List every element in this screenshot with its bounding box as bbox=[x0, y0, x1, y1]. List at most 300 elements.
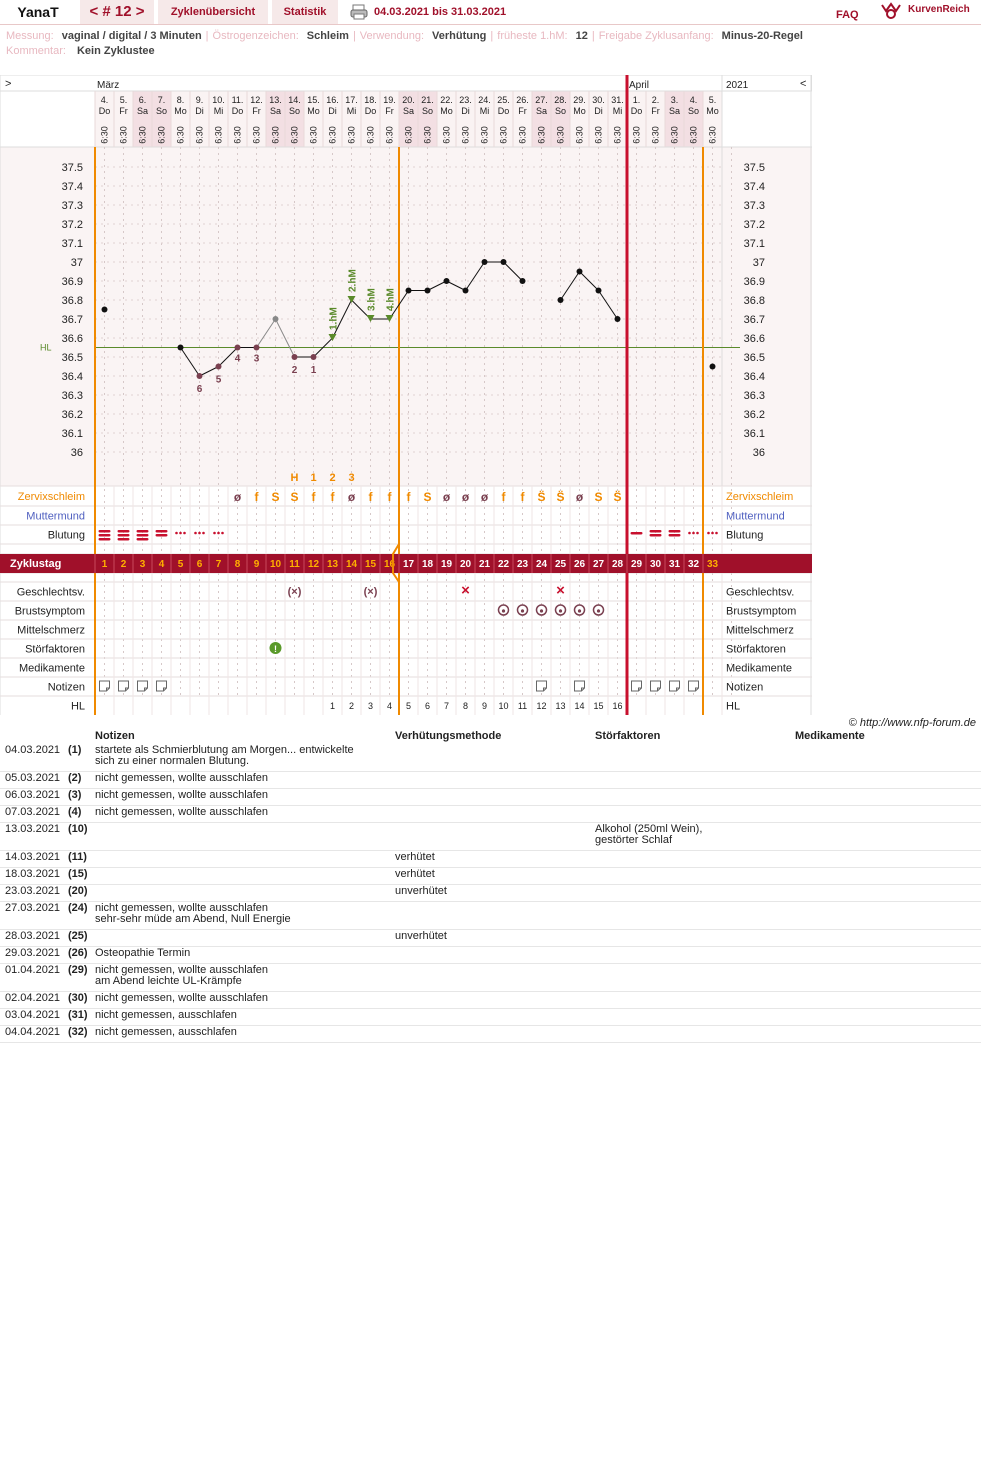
temp-point bbox=[406, 288, 412, 294]
y-tick-label-right: 36.1 bbox=[743, 428, 765, 440]
y-tick-label-right: 36.6 bbox=[743, 333, 765, 345]
row-label-brust: Brustsymptom bbox=[14, 605, 85, 618]
weekday-label: So bbox=[687, 106, 700, 116]
hl-count: 2 bbox=[348, 701, 355, 711]
time-label: 6:30 bbox=[422, 126, 433, 144]
cycle-day-number: 17 bbox=[402, 559, 415, 570]
row-label-right-stoer: Störfaktoren bbox=[726, 643, 786, 656]
y-tick-label-left: 36.2 bbox=[61, 409, 83, 421]
date-label: 20. bbox=[402, 95, 415, 105]
weekday-label: Fr bbox=[252, 106, 261, 116]
temp-point bbox=[520, 278, 526, 284]
row-label-right-med: Medikamente bbox=[726, 662, 793, 675]
meta-key: Freigabe Zyklusanfang: bbox=[598, 30, 714, 42]
zervix-symbol: ø bbox=[480, 490, 489, 504]
row-label-med: Medikamente bbox=[18, 662, 85, 675]
date-label: 8. bbox=[176, 95, 185, 105]
y-tick-label-right: 36.4 bbox=[743, 371, 765, 383]
zervix-symbol: f bbox=[520, 490, 525, 504]
weekday-label: So bbox=[155, 106, 168, 116]
note-icon bbox=[119, 681, 129, 691]
time-label: 6:30 bbox=[593, 126, 604, 144]
date-label: 24. bbox=[478, 95, 491, 105]
date-label: 3. bbox=[670, 95, 679, 105]
note-row bbox=[0, 850, 981, 868]
zervix-symbol: f bbox=[501, 490, 506, 504]
hl-count: 3 bbox=[367, 701, 374, 711]
row-label-stoer: Störfaktoren bbox=[25, 643, 85, 656]
time-label: 6:30 bbox=[574, 126, 585, 144]
row-label-right-zervix: Zervixschleim bbox=[726, 491, 794, 503]
note-text: startete als Schmierblutung am Morgen... entwickelte sich zu einer normalen Blutung. bbox=[95, 744, 354, 767]
temp-point bbox=[254, 345, 260, 351]
note-cycle-day: (26) bbox=[68, 947, 88, 959]
row-label-right-muttermund: Muttermund bbox=[726, 510, 785, 523]
date-label: 9. bbox=[195, 95, 204, 105]
zervix-symbol: f bbox=[368, 490, 373, 504]
row-label-blutung: Blutung bbox=[47, 529, 85, 542]
time-label: 6:30 bbox=[441, 126, 452, 144]
weekday-label: Fr bbox=[385, 106, 394, 116]
weekday-label: Sa bbox=[402, 106, 415, 116]
cycle-day-number: 1 bbox=[101, 559, 108, 570]
cycle-day-number: 32 bbox=[687, 559, 700, 570]
hl-count: 6 bbox=[424, 701, 431, 711]
cycle-day-number: 10 bbox=[269, 559, 282, 570]
bleeding-dot bbox=[194, 532, 197, 535]
weekday-label: Di bbox=[461, 106, 470, 116]
note-cycle-day: (4) bbox=[68, 806, 82, 818]
lower-measurement-label: 3 bbox=[253, 353, 260, 365]
y-tick-label-left: 36.9 bbox=[61, 276, 83, 288]
y-tick-label-left: 36.4 bbox=[61, 371, 83, 383]
note-text: nicht gemessen, wollte ausschlafen bbox=[95, 789, 269, 801]
bleeding-dot bbox=[715, 532, 718, 535]
note-method: verhütet bbox=[395, 868, 435, 880]
lower-measurement-label: 2 bbox=[291, 365, 298, 376]
note-row bbox=[0, 771, 981, 789]
date-label: 27. bbox=[535, 95, 548, 105]
time-label: 6:30 bbox=[707, 126, 718, 144]
y-tick-label-left: 37.2 bbox=[61, 219, 83, 231]
cycle-day-number: 2 bbox=[120, 559, 127, 570]
notes-header-notizen: Notizen bbox=[95, 730, 135, 742]
temp-point bbox=[482, 259, 488, 265]
cycle-day-number: 24 bbox=[535, 559, 548, 570]
weekday-label: Do bbox=[497, 106, 510, 116]
lower-measurement-label: 1 bbox=[310, 365, 317, 376]
note-date: 27.03.2021 bbox=[5, 902, 61, 914]
note-icon bbox=[157, 681, 167, 691]
date-label: 31. bbox=[611, 95, 624, 105]
header-left-bg bbox=[0, 91, 95, 147]
date-label: 21. bbox=[421, 95, 434, 105]
month-label: April bbox=[629, 80, 650, 91]
cycle-meta-line2 bbox=[6, 45, 155, 57]
row-label-right-notizen: Notizen bbox=[726, 681, 764, 694]
date-label: 1. bbox=[632, 95, 641, 105]
note-cycle-day: (3) bbox=[68, 789, 82, 801]
time-label: 6:30 bbox=[555, 126, 566, 144]
bleeding-mark bbox=[137, 530, 149, 533]
bleeding-mark bbox=[156, 530, 168, 533]
note-text: Osteopathie Termin bbox=[95, 947, 191, 959]
weekday-label: Di bbox=[594, 106, 603, 116]
note-text: nicht gemessen, wollte ausschlafen bbox=[95, 806, 269, 818]
y-tick-label-right: 36.5 bbox=[743, 352, 765, 364]
comment-key: Kommentar: bbox=[6, 45, 66, 57]
note-row bbox=[0, 901, 981, 930]
date-label: 11. bbox=[231, 95, 244, 105]
note-cycle-day: (32) bbox=[68, 1026, 88, 1038]
tab-statistik[interactable]: Statistik bbox=[272, 0, 338, 24]
temp-point bbox=[596, 288, 602, 294]
breast-symptom-icon bbox=[521, 609, 524, 612]
time-label: 6:30 bbox=[308, 126, 319, 144]
y-tick-label-left: 37.4 bbox=[61, 181, 83, 193]
note-date: 02.04.2021 bbox=[5, 992, 61, 1004]
zervix-symbol: ø bbox=[575, 490, 584, 504]
peak-count-label: 1 bbox=[310, 472, 317, 484]
bleeding-mark bbox=[669, 530, 681, 533]
date-label: 2. bbox=[651, 95, 660, 105]
meta-separator: | bbox=[352, 30, 356, 42]
cycle-day-number: 30 bbox=[649, 559, 662, 570]
temp-point bbox=[235, 345, 241, 351]
note-date: 03.04.2021 bbox=[5, 1009, 61, 1021]
zervix-symbol: ø bbox=[347, 490, 356, 504]
note-icon bbox=[537, 681, 547, 691]
breast-symptom-icon bbox=[502, 609, 505, 612]
cycle-day-number: 8 bbox=[234, 559, 241, 570]
note-icon bbox=[100, 681, 110, 691]
row-label-right-brust: Brustsymptom bbox=[726, 605, 797, 618]
y-tick-label-right: 36.9 bbox=[743, 276, 765, 288]
note-method: verhütet bbox=[395, 851, 435, 863]
temp-point bbox=[558, 297, 564, 303]
time-label: 6:30 bbox=[688, 126, 699, 144]
zervix-symbol: S̈ bbox=[613, 490, 622, 504]
weekday-label: Mo bbox=[440, 106, 453, 116]
time-label: 6:30 bbox=[194, 126, 205, 144]
hl-count: 7 bbox=[443, 701, 450, 711]
row-label-right-mittel: Mittelschmerz bbox=[726, 624, 794, 637]
hl-count: 1 bbox=[329, 701, 336, 711]
note-icon bbox=[689, 681, 699, 691]
cycle-day-number: 31 bbox=[668, 559, 681, 570]
date-label: 29. bbox=[573, 95, 586, 105]
notes-header-medikamente: Medikamente bbox=[795, 730, 865, 742]
temp-point bbox=[311, 354, 317, 360]
weekday-label: Di bbox=[195, 106, 204, 116]
weekday-label: So bbox=[554, 106, 567, 116]
time-label: 6:30 bbox=[498, 126, 509, 144]
note-cycle-day: (2) bbox=[68, 772, 82, 784]
plot-right-bg bbox=[722, 147, 812, 486]
note-date: 29.03.2021 bbox=[5, 947, 61, 959]
note-date: 04.03.2021 bbox=[5, 744, 61, 756]
date-label: 13. bbox=[269, 95, 282, 105]
cycle-day-number: 19 bbox=[440, 559, 453, 570]
note-cycle-day: (20) bbox=[68, 885, 88, 897]
note-icon bbox=[138, 681, 148, 691]
time-label: 6:30 bbox=[156, 126, 167, 144]
notes-header-stoer: Störfaktoren bbox=[595, 730, 661, 742]
note-icon bbox=[575, 681, 585, 691]
cycle-day-number: 12 bbox=[307, 559, 320, 570]
intercourse-marker: (×) bbox=[363, 586, 378, 598]
hl-count: 12 bbox=[536, 701, 547, 711]
zervix-symbol: S bbox=[290, 490, 299, 504]
time-label: 6:30 bbox=[175, 126, 186, 144]
weekday-label: Mo bbox=[174, 106, 187, 116]
meta-value: Schleim bbox=[306, 30, 349, 42]
y-tick-label-left: 37 bbox=[70, 257, 83, 269]
bleeding-mark bbox=[118, 530, 130, 533]
faq-link[interactable]: FAQ bbox=[836, 9, 859, 21]
weekday-label: Do bbox=[98, 106, 111, 116]
cycle-nav[interactable]: < # 12 > bbox=[80, 0, 154, 24]
weekday-label: Sa bbox=[269, 106, 282, 116]
date-label: 5. bbox=[708, 95, 717, 105]
weekday-label: Mo bbox=[573, 106, 586, 116]
cycle-day-number: 22 bbox=[497, 559, 510, 570]
cycle-day-number: 7 bbox=[215, 559, 222, 570]
hl-count: 16 bbox=[612, 701, 623, 711]
meta-value: Minus-20-Regel bbox=[721, 30, 803, 42]
note-cycle-day: (11) bbox=[68, 851, 87, 863]
meta-value: 12 bbox=[575, 30, 588, 42]
note-row bbox=[0, 822, 981, 851]
y-tick-label-left: 36.7 bbox=[61, 314, 83, 326]
bleeding-mark bbox=[118, 538, 130, 541]
bleeding-dot bbox=[688, 532, 691, 535]
zervix-symbol: ø bbox=[461, 490, 470, 504]
temp-point bbox=[178, 345, 184, 351]
date-label: 30. bbox=[592, 95, 605, 105]
bleeding-mark bbox=[99, 530, 111, 533]
note-date: 13.03.2021 bbox=[5, 823, 61, 835]
temp-point bbox=[425, 288, 431, 294]
note-method: unverhütet bbox=[395, 885, 447, 897]
brand-name[interactable]: KurvenReich bbox=[908, 4, 970, 15]
weekday-label: Fr bbox=[651, 106, 660, 116]
time-label: 6:30 bbox=[232, 126, 243, 144]
row-label-right-hl: HL bbox=[726, 700, 741, 713]
y-tick-label-right: 36 bbox=[752, 447, 765, 459]
cycle-day-number: 16 bbox=[383, 559, 396, 570]
time-label: 6:30 bbox=[346, 126, 357, 144]
date-label: 12. bbox=[250, 95, 263, 105]
note-icon bbox=[651, 681, 661, 691]
bleeding-mark bbox=[99, 534, 111, 537]
temp-point bbox=[615, 316, 621, 322]
lower-measurement-label: 6 bbox=[196, 384, 203, 395]
note-date: 06.03.2021 bbox=[5, 789, 61, 801]
date-label: 28. bbox=[554, 95, 567, 105]
note-date: 14.03.2021 bbox=[5, 851, 61, 863]
cycle-day-number: 25 bbox=[554, 559, 567, 570]
weekday-label: Fr bbox=[518, 106, 527, 116]
y-tick-label-right: 36.8 bbox=[743, 295, 765, 307]
date-label: 4. bbox=[100, 95, 109, 105]
y-tick-label-right: 36.3 bbox=[743, 390, 765, 402]
weekday-label: Sa bbox=[136, 106, 149, 116]
meta-separator: | bbox=[205, 30, 209, 42]
date-label: 26. bbox=[516, 95, 529, 105]
note-method: unverhütet bbox=[395, 930, 447, 942]
breast-symptom-icon bbox=[540, 609, 543, 612]
date-label: 7. bbox=[157, 95, 166, 105]
notes-header-method: Verhütungsmethode bbox=[395, 730, 502, 742]
cycle-day-number: 27 bbox=[592, 559, 605, 570]
header-row-bg bbox=[0, 75, 812, 91]
y-tick-label-left: 36.3 bbox=[61, 390, 83, 402]
hl-count: 10 bbox=[498, 701, 509, 711]
temp-point bbox=[710, 364, 716, 370]
note-date: 07.03.2021 bbox=[5, 806, 61, 818]
y-tick-label-right: 37.3 bbox=[743, 200, 765, 212]
weekday-label: Di bbox=[328, 106, 337, 116]
meta-value: Verhütung bbox=[432, 30, 487, 42]
intercourse-marker: (×) bbox=[287, 586, 302, 598]
note-cycle-day: (31) bbox=[68, 1009, 88, 1021]
higher-measurement-label: 4.hM bbox=[385, 288, 397, 311]
meta-key: früheste 1.hM: bbox=[497, 30, 568, 42]
time-label: 6:30 bbox=[384, 126, 395, 144]
note-date: 04.04.2021 bbox=[5, 1026, 61, 1038]
cycle-day-number: 6 bbox=[196, 559, 203, 570]
meta-key: Östrogenzeichen: bbox=[212, 30, 299, 42]
cycle-chart bbox=[0, 75, 812, 715]
cycle-day-number: 26 bbox=[573, 559, 586, 570]
time-label: 6:30 bbox=[517, 126, 528, 144]
temp-point bbox=[463, 288, 469, 294]
hl-count: 15 bbox=[593, 701, 604, 711]
y-tick-label-left: 37.1 bbox=[61, 238, 83, 250]
bleeding-mark bbox=[650, 534, 662, 537]
weekday-label: Mi bbox=[213, 106, 224, 116]
tab-zyklenuebersicht[interactable]: Zyklenübersicht bbox=[158, 0, 268, 24]
higher-measurement-label: 2.hM bbox=[347, 269, 359, 292]
date-label: 5. bbox=[119, 95, 128, 105]
zervix-symbol: S bbox=[271, 490, 280, 504]
breast-symptom-icon bbox=[578, 609, 581, 612]
date-label: 25. bbox=[497, 95, 510, 105]
zervix-symbol: f bbox=[387, 490, 392, 504]
temp-point bbox=[444, 278, 450, 284]
cycle-day-number: 28 bbox=[611, 559, 624, 570]
y-tick-label-right: 37.4 bbox=[743, 181, 765, 193]
weekday-label: Do bbox=[231, 106, 244, 116]
time-label: 6:30 bbox=[99, 126, 110, 144]
note-cycle-day: (25) bbox=[68, 930, 88, 942]
note-text: nicht gemessen, wollte ausschlafen am Abend leichte UL-Krämpfe bbox=[95, 964, 269, 987]
weekday-label: So bbox=[421, 106, 434, 116]
cycle-day-number: 15 bbox=[364, 559, 377, 570]
zyklustag-label: Zyklustag bbox=[10, 558, 62, 570]
bleeding-mark bbox=[99, 538, 111, 541]
temp-point bbox=[273, 316, 279, 322]
temp-point bbox=[102, 307, 108, 313]
cycle-day-number: 4 bbox=[158, 559, 165, 570]
note-row bbox=[0, 788, 981, 806]
bleeding-dot bbox=[202, 532, 205, 535]
print-icon[interactable] bbox=[350, 4, 368, 20]
time-label: 6:30 bbox=[118, 126, 129, 144]
time-label: 6:30 bbox=[669, 126, 680, 144]
note-row bbox=[0, 884, 981, 902]
copyright: © http://www.nfp-forum.de bbox=[848, 717, 976, 729]
disturbance-icon-mark: ! bbox=[274, 644, 277, 654]
time-label: 6:30 bbox=[631, 126, 642, 144]
meta-separator: | bbox=[591, 30, 595, 42]
date-label: 22. bbox=[440, 95, 453, 105]
cycle-day-number: 29 bbox=[630, 559, 643, 570]
time-label: 6:30 bbox=[536, 126, 547, 144]
y-tick-label-right: 37 bbox=[752, 257, 765, 269]
bleeding-mark bbox=[118, 534, 130, 537]
hl-count: 9 bbox=[481, 701, 488, 711]
comment-value: Kein Zyklustee bbox=[76, 45, 155, 57]
breast-symptom-icon bbox=[559, 609, 562, 612]
date-label: 6. bbox=[138, 95, 147, 105]
bleeding-dot bbox=[198, 532, 201, 535]
kurvenreich-logo-icon bbox=[880, 1, 902, 19]
hl-count: 4 bbox=[386, 701, 393, 711]
note-cycle-day: (29) bbox=[68, 964, 88, 976]
bleeding-mark bbox=[669, 534, 681, 537]
bleeding-dot bbox=[221, 532, 224, 535]
note-text: nicht gemessen, ausschlafen bbox=[95, 1009, 237, 1021]
row-label-right-sex: Geschlechtsv. bbox=[726, 586, 795, 599]
zervix-symbol: f bbox=[254, 490, 259, 504]
weekday-label: Sa bbox=[535, 106, 548, 116]
hl-count: 8 bbox=[462, 701, 469, 711]
bleeding-dot bbox=[217, 532, 220, 535]
hl-count: 11 bbox=[517, 701, 528, 711]
row-label-muttermund: Muttermund bbox=[26, 510, 85, 523]
lower-measurement-label: 5 bbox=[215, 374, 222, 386]
note-text: nicht gemessen, ausschlafen bbox=[95, 1026, 237, 1038]
row-label-right-blutung: Blutung bbox=[726, 529, 764, 542]
time-label: 6:30 bbox=[137, 126, 148, 144]
time-label: 6:30 bbox=[289, 126, 300, 144]
higher-measurement-label: 1.hM bbox=[328, 307, 340, 330]
note-date: 28.03.2021 bbox=[5, 930, 61, 942]
weekday-label: Fr bbox=[119, 106, 128, 116]
note-icon bbox=[670, 681, 680, 691]
weekday-label: Mi bbox=[612, 106, 623, 116]
meta-separator: | bbox=[490, 30, 494, 42]
cycle-day-number: 9 bbox=[253, 559, 260, 570]
note-date: 05.03.2021 bbox=[5, 772, 61, 784]
zervix-symbol: ø bbox=[442, 490, 451, 504]
date-label: 19. bbox=[383, 95, 396, 105]
bleeding-mark bbox=[631, 532, 643, 535]
temp-point bbox=[216, 364, 222, 370]
zervix-symbol: f bbox=[330, 490, 335, 504]
bleeding-mark bbox=[137, 534, 149, 537]
cycle-day-number: 21 bbox=[478, 559, 491, 570]
cycle-day-number: 11 bbox=[289, 559, 300, 570]
cycle-day-number: 5 bbox=[177, 559, 184, 570]
y-tick-label-right: 36.7 bbox=[743, 314, 765, 326]
note-cycle-day: (15) bbox=[68, 868, 88, 880]
breast-symptom-icon bbox=[597, 609, 600, 612]
y-tick-label-left: 36.1 bbox=[61, 428, 83, 440]
bleeding-dot bbox=[696, 532, 699, 535]
